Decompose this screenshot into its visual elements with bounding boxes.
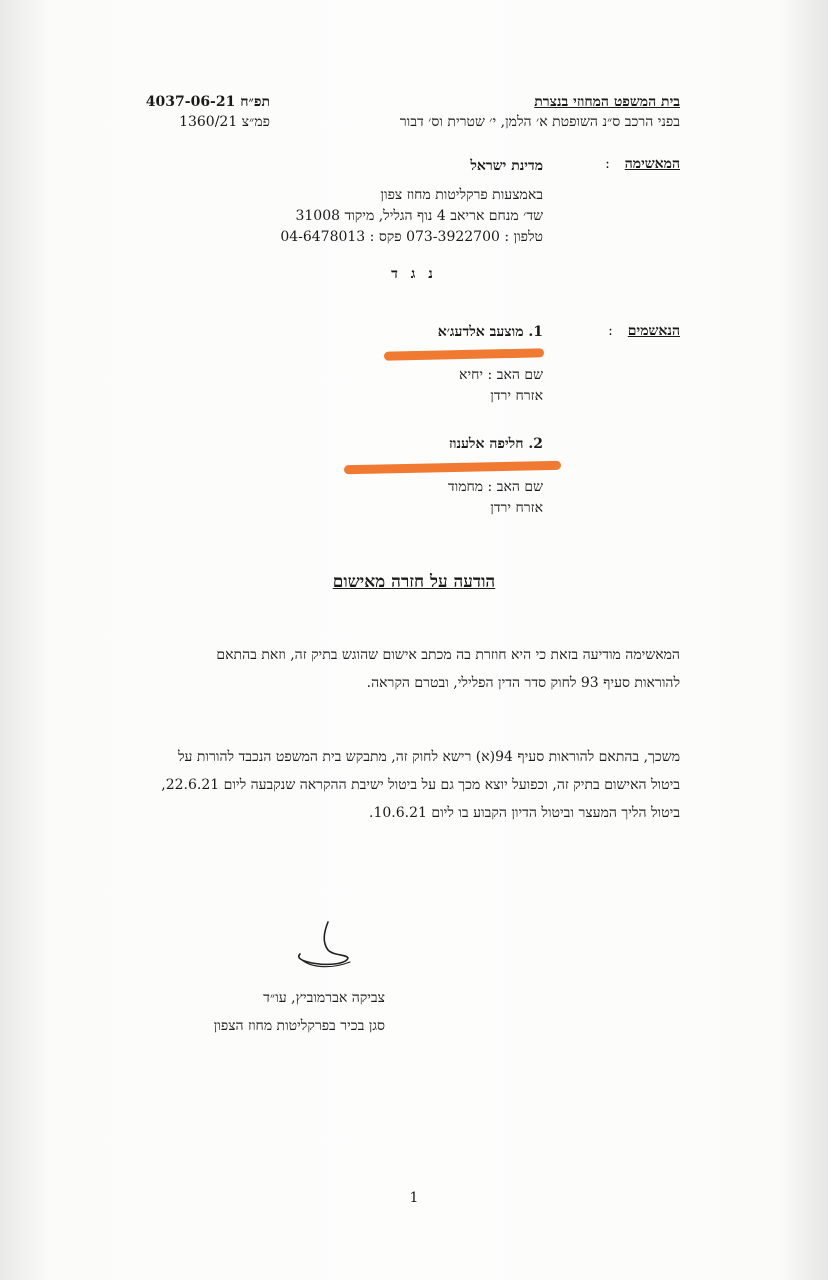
page-number: 1 <box>409 1190 419 1206</box>
court-name: בית המשפט המחוזי בנצרת <box>534 94 680 110</box>
defendant-1-father: שם האב : יחיא <box>459 367 543 383</box>
prosecution-details <box>280 156 543 248</box>
case-number: תפ״ח 4037-06-21 <box>145 94 270 110</box>
defendant-1-name: 1. מוצעב אלדעג׳א <box>437 324 543 340</box>
case-numbers <box>145 92 270 132</box>
paragraph-1-line-2: להוראות סעיף 93 לחוק סדר הדין הפלילי, ובטרם הקראה. <box>366 675 680 691</box>
defendants-label-row <box>608 323 680 340</box>
paragraph-1-line-1: המאשימה מודיעה בזאת כי היא חוזרת בה מכתב אישום שהוגש בתיק זה, וזאת בהתאם <box>216 647 680 663</box>
defendant-2-citizenship: אזרח ירדן <box>490 500 543 516</box>
versus: נ ג ד <box>391 266 437 282</box>
signature-block <box>200 984 385 1040</box>
sub-case-number: פמ״צ 1360/21 <box>179 114 270 130</box>
signer-name: צביקה אברמוביץ, עו״ד <box>263 990 385 1006</box>
prosecution-line-2: שד׳ מנחם אריאב 4 נוף הגליל, מיקוד 31008 <box>295 208 543 224</box>
prosecution-name: מדינת ישראל <box>470 158 543 174</box>
defendant-2-name: 2. חליפה אלענוז <box>448 436 543 452</box>
defendants-label: הנאשמים <box>627 323 680 339</box>
defendant-2-father: שם האב : מחמוד <box>447 479 543 495</box>
paragraph-1 <box>140 641 680 697</box>
defendant-1-citizenship: אזרח ירדן <box>490 388 543 404</box>
paragraph-2-line-2: ביטול האישום בתיק זה, וכפועל יוצא מכך גם על ביטול ישיבת ההקראה שנקבעה ליום 22.6.21, <box>161 777 680 793</box>
prosecution-line-3: טלפון : 073-3922700 פקס : 04-6478013 <box>280 229 543 245</box>
defendants-colon: : <box>608 323 613 339</box>
signer-role: סגן בכיר בפרקליטות מחוז הצפון <box>213 1018 385 1034</box>
handwritten-signature <box>288 916 358 974</box>
document-title: הודעה על חזרה מאישום <box>332 572 496 592</box>
prosecution-colon: : <box>605 156 610 172</box>
paragraph-2-line-1: משכך, בהתאם להוראות סעיף 94(א) רישא לחוק זה, מתבקש בית המשפט הנכבד להורות על <box>177 749 680 765</box>
court-header <box>400 92 680 132</box>
paragraph-2-line-3: ביטול הליך המעצר וביטול הדיון הקבוע בו ליום 10.6.21. <box>369 805 680 821</box>
prosecution-line-1: באמצעות פרקליטות מחוז צפון <box>380 187 543 203</box>
defendant-1 <box>438 322 543 407</box>
prosecution-label: המאשימה <box>624 156 680 172</box>
paragraph-2 <box>140 743 680 827</box>
defendant-2 <box>448 434 543 519</box>
court-panel: בפני הרכב ס״נ השופטת א׳ הלמן, י׳ שטרית וס׳ דבור <box>399 114 680 130</box>
prosecution-label-row <box>605 156 680 173</box>
